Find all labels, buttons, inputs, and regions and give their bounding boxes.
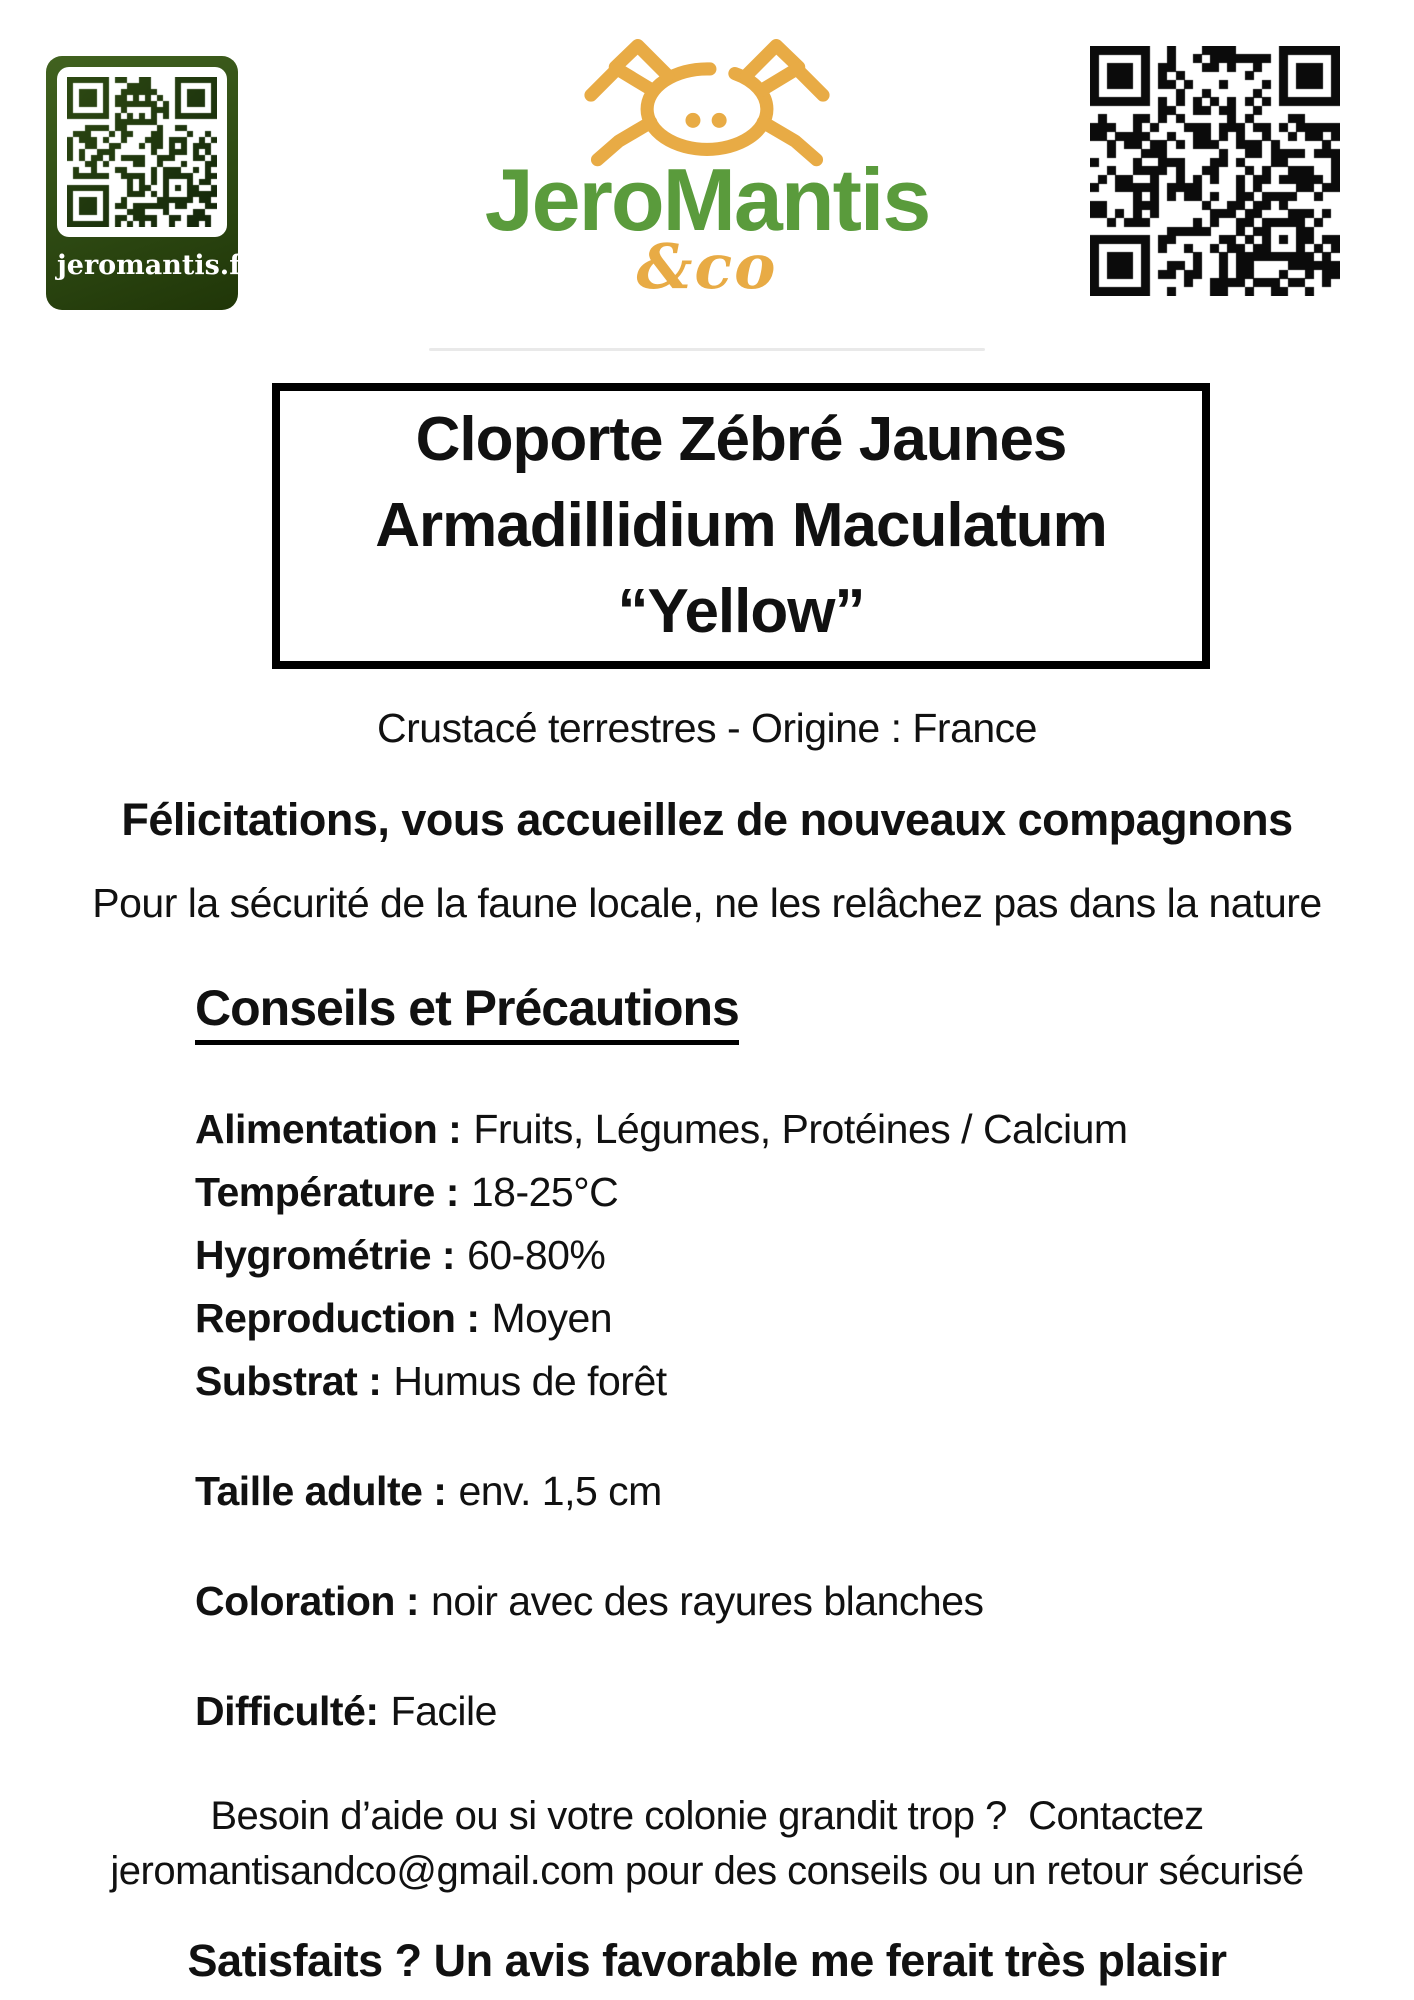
title-line-2: Armadillidium Maculatum xyxy=(375,491,1107,560)
left-qr-badge xyxy=(46,56,256,310)
care-label: Taille adulte : xyxy=(195,1468,447,1514)
header xyxy=(0,0,1414,362)
care-item-taille-adulte xyxy=(195,1465,1354,1517)
care-value: noir avec des rayures blanches xyxy=(431,1578,984,1624)
care-item-substrat xyxy=(195,1355,1354,1407)
care-value: Moyen xyxy=(491,1295,613,1341)
contact-qr-code-icon xyxy=(1090,46,1340,296)
footer xyxy=(0,1789,1414,1987)
help-text-line-2: jeromantisandco@gmail.com pour des conseils ou un retour sécurisé xyxy=(110,1849,1304,1893)
left-qr-label: jeromantis.fr xyxy=(57,250,256,281)
care-item-temperature xyxy=(195,1166,1354,1218)
brand-name: JeroMantis xyxy=(484,150,930,249)
left-qr-frame xyxy=(57,67,227,237)
review-request-text: Satisfaits ? Un avis favorable me ferait très plaisir xyxy=(187,1935,1227,1986)
species-subtitle: Crustacé terrestres - Origine : France xyxy=(377,705,1037,751)
care-label: Substrat : xyxy=(195,1358,382,1404)
title-box xyxy=(272,383,1210,669)
care-item-reproduction xyxy=(195,1292,1354,1344)
title-line-3: “Yellow” xyxy=(617,577,865,646)
brand-logo xyxy=(357,22,1057,303)
care-value: 18-25°C xyxy=(470,1169,619,1215)
title-line-1: Cloporte Zébré Jaunes xyxy=(415,405,1067,474)
release-warning-text: Pour la sécurité de la faune locale, ne les relâchez pas dans la nature xyxy=(92,880,1322,926)
jeromantis-fr-qr-code-icon xyxy=(67,77,217,227)
care-value: Humus de forêt xyxy=(393,1358,667,1404)
care-item-coloration xyxy=(195,1575,1354,1627)
help-text-line-1: Besoin d’aide ou si votre colonie grandit trop ? Contactez xyxy=(210,1794,1204,1838)
care-label: Alimentation : xyxy=(195,1106,462,1152)
care-value: env. 1,5 cm xyxy=(458,1468,662,1514)
care-item-difficulte xyxy=(195,1685,1354,1737)
care-item-alimentation xyxy=(195,1103,1354,1155)
care-value: 60-80% xyxy=(467,1232,606,1278)
brand-suffix: &co xyxy=(636,230,778,303)
care-item-hygrometrie xyxy=(195,1229,1354,1281)
care-value: Fruits, Légumes, Protéines / Calcium xyxy=(473,1106,1128,1152)
care-label: Difficulté: xyxy=(195,1688,379,1734)
care-label: Température : xyxy=(195,1169,459,1215)
care-label: Coloration : xyxy=(195,1578,420,1624)
care-list xyxy=(195,1103,1354,1737)
congrats-text: Félicitations, vous accueillez de nouveaux compagnons xyxy=(121,794,1293,845)
care-heading-wrap xyxy=(195,979,1414,1045)
care-label: Reproduction : xyxy=(195,1295,480,1341)
care-value: Facile xyxy=(390,1688,497,1734)
care-label: Hygrométrie : xyxy=(195,1232,456,1278)
care-section-heading: Conseils et Précautions xyxy=(195,979,739,1045)
header-divider xyxy=(429,348,985,351)
